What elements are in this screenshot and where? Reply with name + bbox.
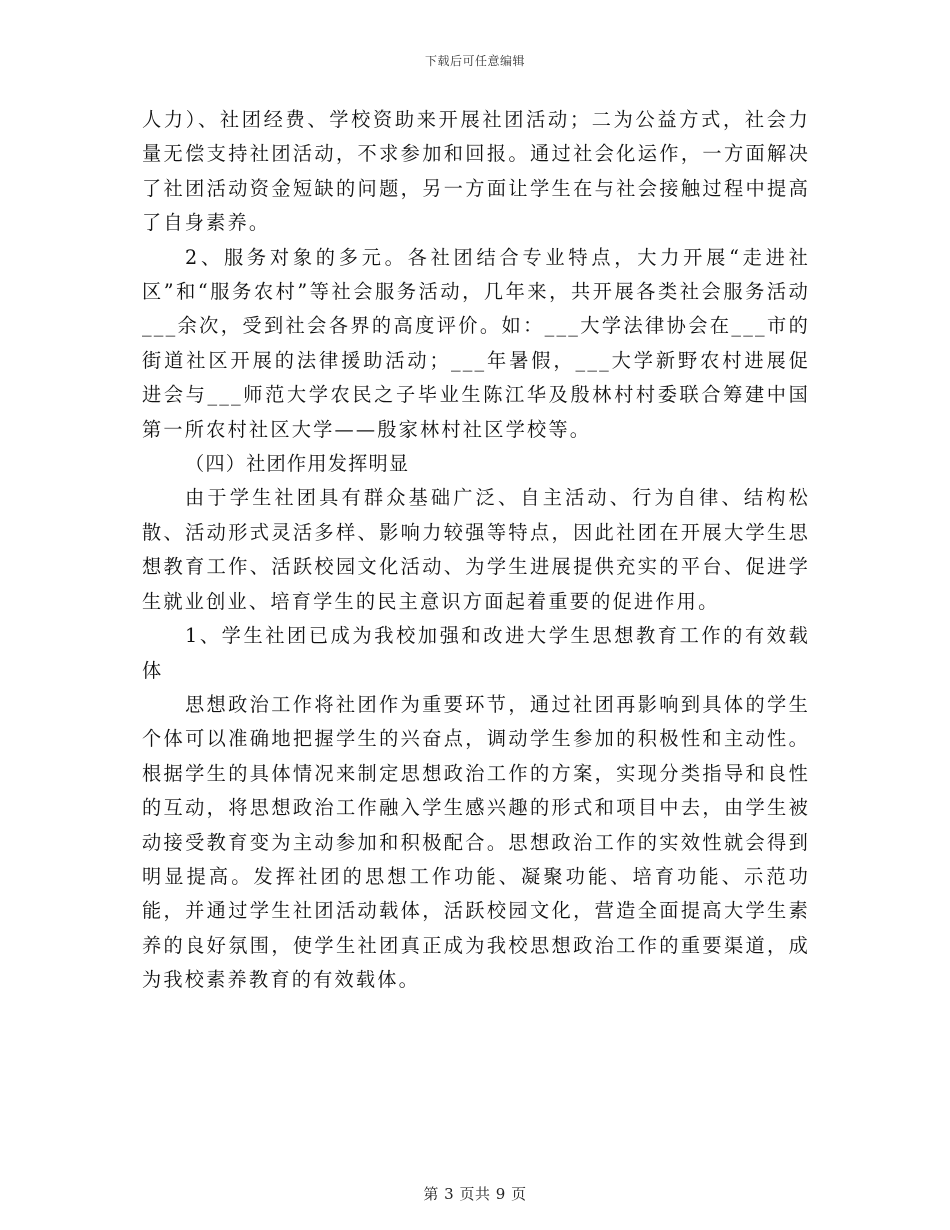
page-number: 第 3 页共 9 页	[423, 1185, 527, 1203]
paragraph-ideological-work: 思想政治工作将社团作为重要环节，通过社团再影响到具体的学生个体可以准确地把握学生的兴奋点，调动学生参加的积极性和主动性。根据学生的具体情况来制定思想政治工作的方案，实现分类指导和良性的互动，将思想政治工作融入学生感兴趣的形式和项目中去，由学生被动接受教育变为主动参加和积极配合。思想政治工作的实效性就会得到明显提高。发挥社团的思想工作功能、凝聚功能、培育功能、示范功能，并通过学生社团活动载体，活跃校园文化，营造全面提高大学生素养的良好氛围，使学生社团真正成为我校思想政治工作的重要渠道，成为我校素养教育的有效载体。	[142, 692, 810, 992]
paragraph-service-diversity: 2、服务对象的多元。各社团结合专业特点，大力开展“走进社区”和“服务农村”等社会服务活动，几年来，共开展各类社会服务活动___余次，受到社会各界的高度评价。如：___大学法律协会在___市的街道社区开展的法律援助活动；___年暑假，___大学新野农村进展促进会与___师范大学农民之子毕业生陈江华及殷林村村委联合筹建中国第一所农村社区大学——殷家林村社区学校等。	[142, 245, 810, 441]
section-heading-club-role: （四）社团作用发挥明显	[185, 452, 410, 476]
paragraph-club-characteristics: 由于学生社团具有群众基础广泛、自主活动、行为自律、结构松散、活动形式灵活多样、影响力较强等特点，因此社团在开展大学生思想教育工作、活跃校园文化活动、为学生进展提供充实的平台、促进学生就业创业、培育学生的民主意识方面起着重要的促进作用。	[142, 486, 810, 613]
page-header: 下载后可任意编辑	[424, 54, 525, 68]
document-body	[142, 103, 810, 998]
paragraph-continued-funding: 人力）、社团经费、学校资助来开展社团活动；二为公益方式，社会力量无偿支持社团活动，不求参加和回报。通过社会化运作，一方面解决了社团活动资金短缺的问题，另一方面让学生在与社会接触过程中提高了自身素养。	[142, 108, 810, 235]
subheading-ideological-education-carrier: 1、学生社团已成为我校加强和改进大学生思想教育工作的有效载体	[142, 624, 810, 682]
